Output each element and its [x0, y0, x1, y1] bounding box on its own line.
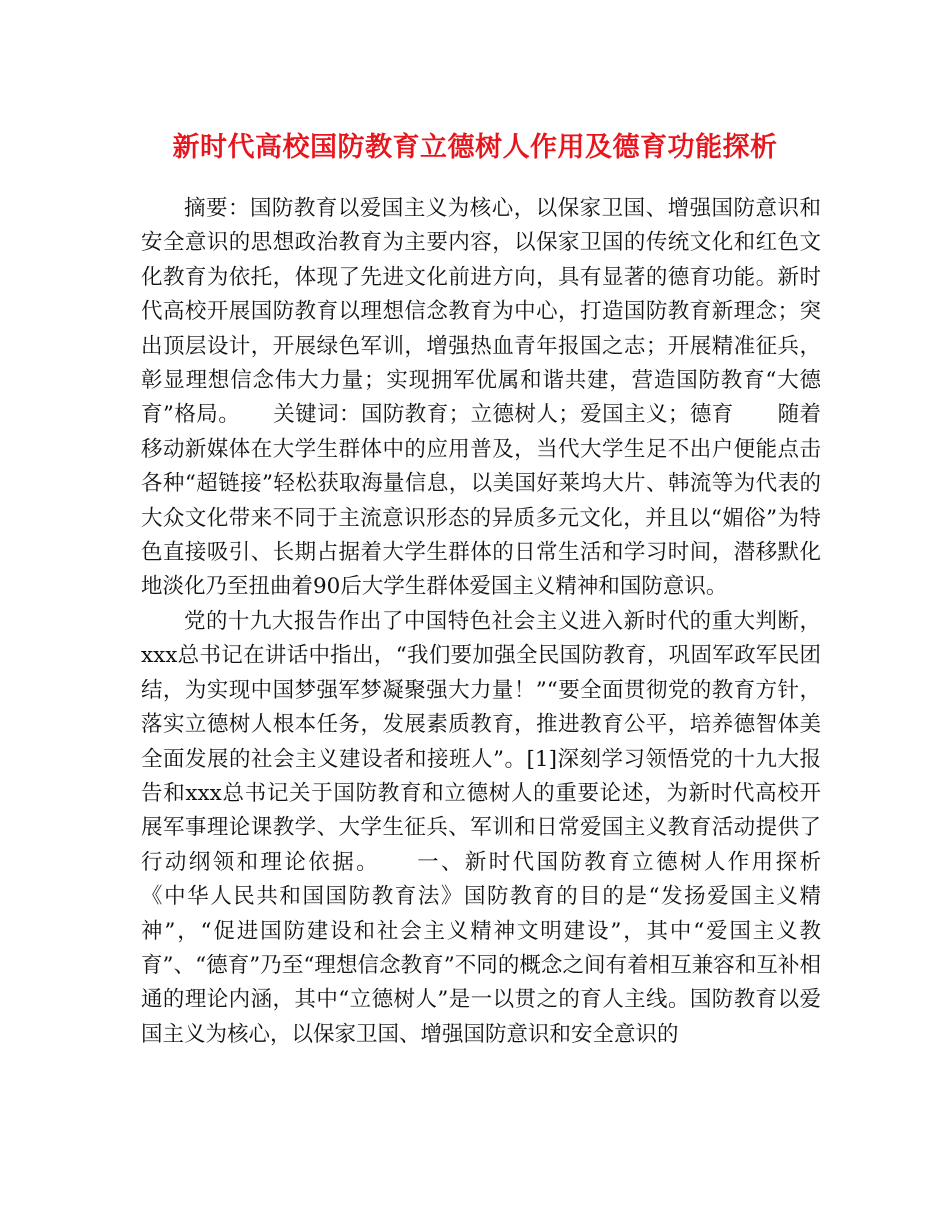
- document-body: [141, 192, 865, 1052]
- document-title: 新时代高校国防教育立德树人作用及德育功能探析: [172, 132, 778, 163]
- paragraph-abstract: 摘要：国防教育以爱国主义为核心，以保家卫国、增强国防意识和安全意识的思想政治教育为主要内容，以保家卫国的传统文化和红色文化教育为依托，体现了先进文化前进方向，具有显著的德育功能。新时代高校开展国防教育以理想信念教育为中心，打造国防教育新理念；突出顶层设计，开展绿色军训，增强热血青年报国之志；开展精准征兵，彰显理想信念伟大力量；实现拥军优属和谐共建，营造国防教育“大德育”格局。 关键词：国防教育；立德树人；爱国主义；德育 随着移动新媒体在大学生群体中的应用普及，当代大学生足不出户便能点击各种“超链接”轻松获取海量信息，以美国好莱坞大片、韩流等为代表的大众文化带来不同于主流意识形态的异质多元文化，并且以“媚俗”为特色直接吸引、长期占据着大学生群体的日常生活和学习时间，潜移默化地淡化乃至扭曲着90后大学生群体爱国主义精神和国防意识。: [141, 196, 821, 600]
- paragraph-report: 党的十九大报告作出了中国特色社会主义进入新时代的重大判断，xxx总书记在讲话中指出，“我们要加强全民国防教育，巩固军政军民团结，为实现中国梦强军梦凝聚强大力量！”“要全面贯彻党的教育方针，落实立德树人根本任务，发展素质教育，推进教育公平，培养德智体美全面发展的社会主义建设者和接班人”。[1]深刻学习领悟党的十九大报告和xxx总书记关于国防教育和立德树人的重要论述，为新时代高校开展军事理论课教学、大学生征兵、军训和日常爱国主义教育活动提供了行动纲领和理论依据。 一、新时代国防教育立德树人作用探析 《中华人民共和国国防教育法》国防教育的目的是“发扬爱国主义精神”，“促进国防建设和社会主义精神文明建设”，其中“爱国主义教育”、“德育”乃至“理想信念教育”不同的概念之间有着相互兼容和互补相通的理论内涵，其中“立德树人”是一以贯之的育人主线。国防教育以爱国主义为核心，以保家卫国、增强国防意识和安全意识的: [141, 608, 865, 1047]
